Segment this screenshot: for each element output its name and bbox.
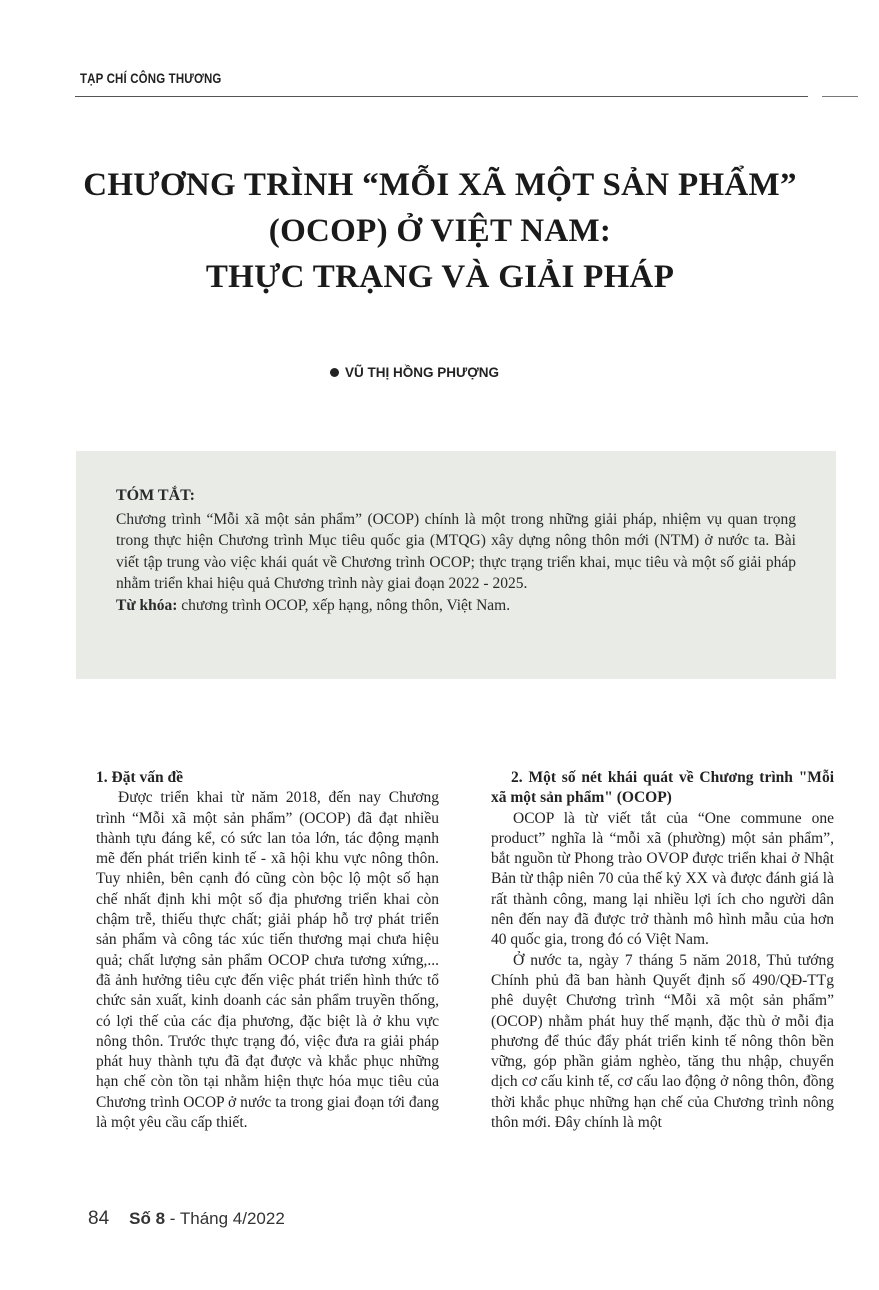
keywords-list: chương trình OCOP, xếp hạng, nông thôn, Việt Nam. bbox=[177, 596, 511, 614]
article-title bbox=[60, 162, 820, 300]
journal-name: TẠP CHÍ CÔNG THƯƠNG bbox=[80, 70, 222, 86]
abstract-body: Chương trình “Mỗi xã một sản phẩm” (OCOP) chính là một trong những giải pháp, nhiệm vụ quan trọng trong thực hiện Chương trình Mục tiêu quốc gia (MTQG) xây dựng nông thôn mới (NTM) ở nước ta. Bài viết tập trung vào việc khái quát về Chương trình OCOP; thực trạng triển khai, mục tiêu và một số giải pháp nhằm triển khai hiệu quả Chương trình này giai đoạn 2022 - 2025. bbox=[116, 510, 796, 593]
abstract-box bbox=[76, 451, 836, 679]
keywords-label: Từ khóa: bbox=[116, 596, 178, 614]
issue-info bbox=[129, 1209, 285, 1229]
abstract-content bbox=[116, 485, 796, 617]
issue-number: Số 8 bbox=[129, 1209, 166, 1228]
keywords bbox=[116, 595, 796, 617]
bullet-icon bbox=[330, 368, 339, 377]
abstract-heading: TÓM TẮT: bbox=[116, 487, 195, 504]
column-left bbox=[96, 768, 439, 1133]
section-heading-1: 1. Đặt vấn đề bbox=[96, 769, 183, 786]
header-rule bbox=[75, 96, 808, 97]
column-right bbox=[491, 768, 834, 1133]
paragraph: Được triển khai từ năm 2018, đến nay Chương trình “Mỗi xã một sản phẩm” (OCOP) đã đạt nhiều thành tựu đáng kể, có sức lan tỏa lớn, tác động mạnh mẽ đến phát triển kinh tế - xã hội khu vực nông thôn. Tuy nhiên, bên cạnh đó cũng còn bộc lộ một số hạn chế nhất định khi một số địa phương triển khai còn chậm trễ, thiếu thực chất; giải pháp hỗ trợ phát triển sản phẩm và công tác xúc tiến thương mại chưa hiệu quả; chất lượng sản phẩm OCOP chưa tương xứng,... đã ảnh hưởng tiêu cực đến việc phát triển hình thức tổ chức sản xuất, kinh doanh các sản phẩm truyền thống, có lợi thế của các địa phương, đặc biệt là ở khu vực nông thôn. Trước thực trạng đó, việc đưa ra giải pháp phát huy thành tựu đã đạt được và khắc phục những hạn chế còn tồn tại nhằm hiện thực hóa mục tiêu của Chương trình OCOP ở nước ta trong giai đoạn tới đang là một yêu cầu cấp thiết. bbox=[96, 789, 439, 1132]
title-line-1: CHƯƠNG TRÌNH “MỖI XÃ MỘT SẢN PHẨM” bbox=[83, 167, 797, 203]
issue-separator: - bbox=[165, 1209, 180, 1228]
title-line-2: (OCOP) Ở VIỆT NAM: bbox=[268, 213, 612, 249]
author-byline bbox=[330, 365, 499, 380]
title-line-3: THỰC TRẠNG VÀ GIẢI PHÁP bbox=[205, 259, 675, 295]
paragraph: Ở nước ta, ngày 7 tháng 5 năm 2018, Thủ tướng Chính phủ đã ban hành Quyết định số 490/QĐ-TTg phê duyệt Chương trình “Mỗi xã một sản phẩm” (OCOP) nhằm phát huy thế mạnh, đặc thù ở mỗi địa phương để thúc đẩy phát triển kinh tế nông thôn bền vững, góp phần giảm nghèo, tăng thu nhập, chuyển dịch cơ cấu kinh tế, cơ cấu lao động ở nông thôn, đồng thời khắc phục những hạn chế của Chương trình nông thôn mới. Đây chính là một bbox=[491, 951, 834, 1132]
section-heading-2: 2. Một số nét khái quát về Chương trình "Mỗi xã một sản phẩm" (OCOP) bbox=[491, 769, 834, 807]
abstract-text bbox=[116, 509, 796, 595]
page-number: 84 bbox=[88, 1208, 110, 1229]
paragraph: OCOP là từ viết tắt của “One commune one product” nghĩa là “mỗi xã (phường) một sản phẩm”, bắt nguồn từ Phong trào OVOP được triển khai ở Nhật Bản từ thập niên 70 của thế kỷ XX và được đánh giá là rất thành công, mang lại nhiều lợi ích cho người dân nên đến nay đã được trở thành mô hình mẫu của hơn 40 quốc gia, trong đó có Việt Nam. bbox=[491, 809, 834, 949]
issue-month: Tháng 4/2022 bbox=[179, 1209, 285, 1228]
header-rule-tail bbox=[822, 96, 858, 97]
page-footer bbox=[88, 1208, 285, 1230]
author-name: VŨ THỊ HỒNG PHƯỢNG bbox=[345, 365, 499, 380]
